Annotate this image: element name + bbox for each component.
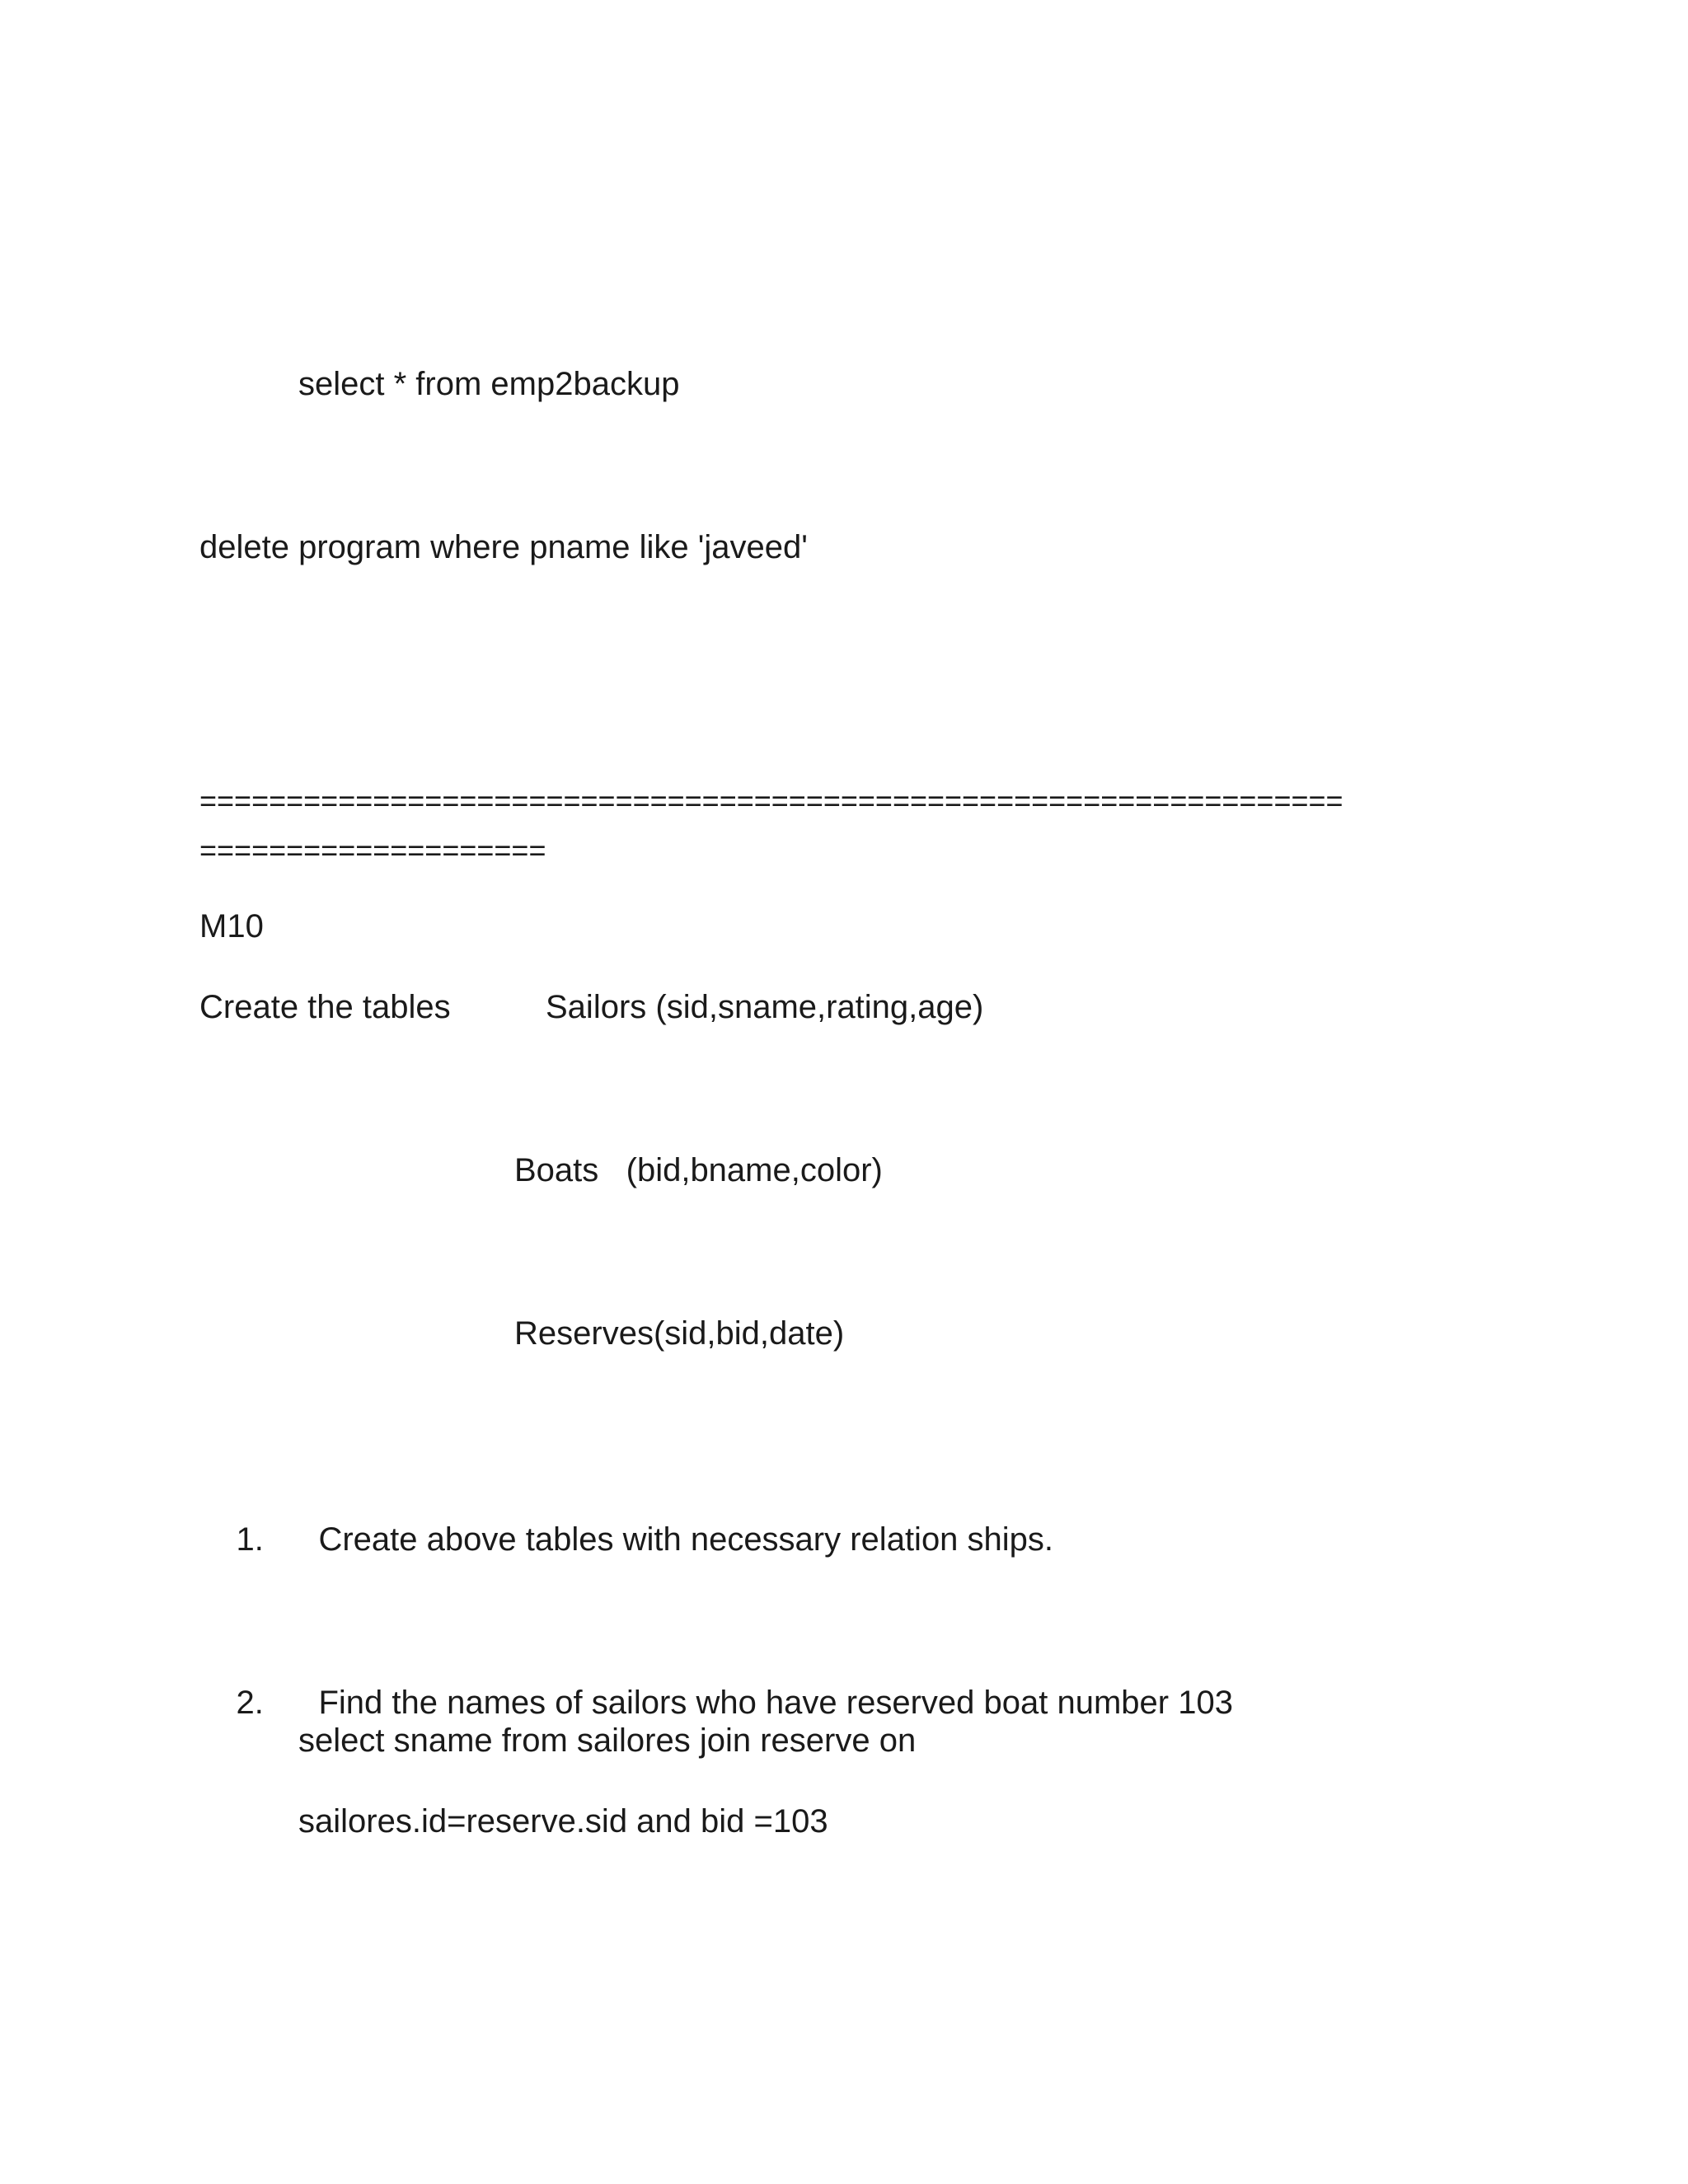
create-tables-label: Create the tables (199, 989, 451, 1025)
answer-query-line-2: sailores.id=reserve.sid and bid =103 (298, 1803, 828, 1840)
separator-line-2: ==================== (199, 833, 546, 867)
list-item-number: 1. (236, 1521, 264, 1558)
list-item-text: Create above tables with necessary relation ships. (318, 1521, 1054, 1558)
query-select-backup: select * from emp2backup (298, 366, 680, 402)
sailors-table-schema: Sailors (sid,sname,rating,age) (546, 989, 984, 1025)
list-item-text: Find the names of sailors who have reserved boat number 103 (318, 1685, 1233, 1721)
section-heading: M10 (199, 908, 264, 944)
query-delete-program: delete program where pname like 'javeed' (199, 529, 808, 565)
list-item (199, 1475, 1053, 1604)
list-item-number: 2. (236, 1685, 264, 1721)
separator-line-1: ================================================================== (199, 784, 1343, 818)
answer-query-line-1: select sname from sailores join reserve on (298, 1722, 917, 1759)
reserves-table-schema: Reserves(sid,bid,date) (514, 1315, 845, 1352)
boats-table-schema: Boats (bid,bname,color) (514, 1152, 883, 1188)
